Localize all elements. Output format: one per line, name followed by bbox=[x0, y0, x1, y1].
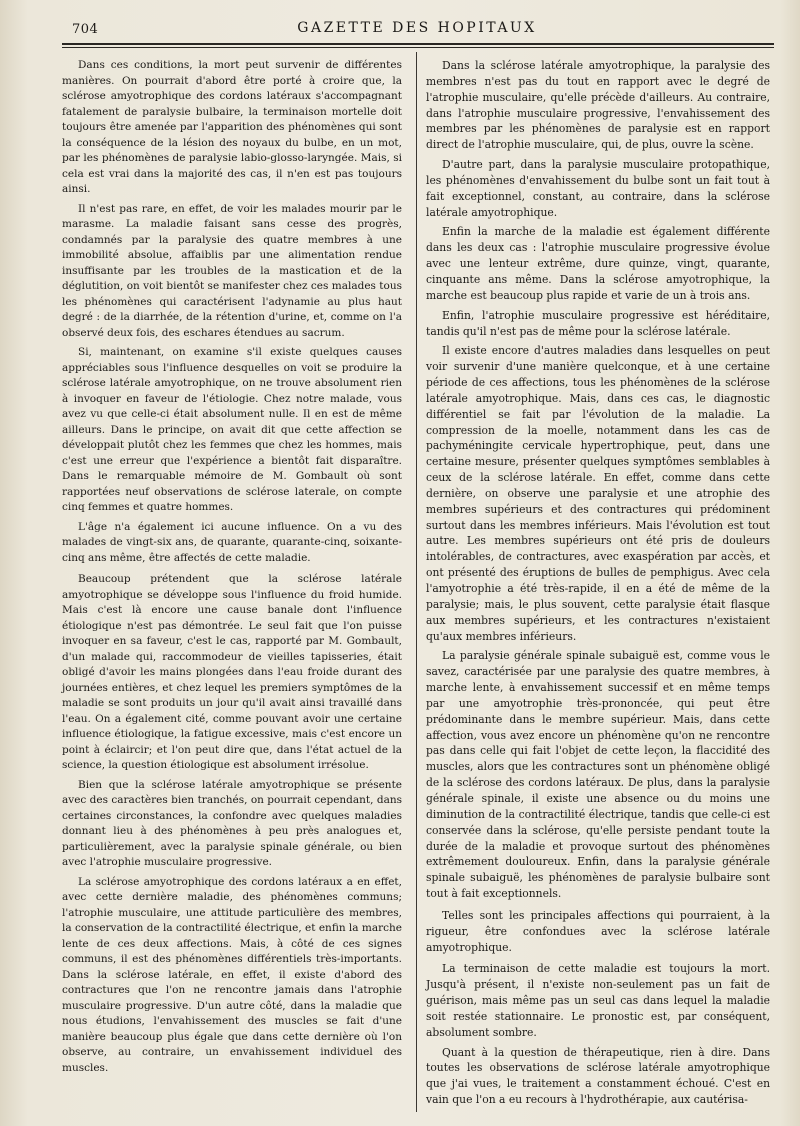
page-header bbox=[62, 18, 772, 42]
paragraph: Il existe encore d'autres maladies dans lesquelles on peut voir survenir d'une manière quelconque, et à une certaine période de ces affections, tous les phénomènes de la sclérose latérale amyotrophique. Mais, dans ces cas, le diagnostic différentiel se fait par l'évolution de la maladie. La compression de la moelle, notamment dans les cas de pachyméningite cervicale hypertrophique, peut, dans une certaine mesure, présenter quelques symptômes semblables à ceux de la sclérose latérale. En effet, comme dans cette dernière, on observe une paralysie et une atrophie des membres supérieurs et des contractures qui prédominent surtout dans les membres inférieurs. Mais l'évolution est tout autre. Les membres supérieurs ont été pris de douleurs intolérables, de contractures, avec exaspération par accès, et ont présenté des éruptions de bulles de pemphigus. Avec cela l'amyotrophie a été très-rapide, il en a été de même de la paralysie; mais, le plus souvent, cette paralysie était flasque aux membres supérieurs, et les contractures n'existaient qu'aux membres inférieurs. bbox=[426, 344, 770, 643]
paragraph: Il n'est pas rare, en effet, de voir les malades mourir par le marasme. La maladie faisant sans cesse des progrès, condamnés par la paralysie des quatre membres à une immobilité absolue, affaiblis par une alimentation rendue insuffisante par les troubles de la mastication et de la déglutition, on voit bientôt se manifester chez ces malades tous les phénomènes qui caractérisent l'adynamie au plus haut degré : de la diarrhée, de la rétention d'urine, et, comme on l'a observé deux fois, des eschares étendues au sacrum. bbox=[62, 202, 402, 339]
paragraph: Enfin, l'atrophie musculaire progressive est héréditaire, tandis qu'il n'est pas de même pour la sclérose latérale. bbox=[426, 308, 770, 338]
paragraph: Si, maintenant, on examine s'il existe quelques causes appréciables sous l'influence desquelles on voit se produire la sclérose latérale amyotrophique, on ne trouve absolument rien à invoquer en faveur de l'étiologie. Chez notre malade, vous avez vu que celle-ci était absolument nulle. Il en est de même ailleurs. Dans le principe, on avait dit que cette affection se développait plutôt chez les femmes que chez les hommes, mais c'est une erreur que l'expérience a bientôt fait disparaître. Dans le remarquable mémoire de M. Gombault où sont rapportées neuf observations de sclérose laterale, on compte cinq femmes et quatre hommes. bbox=[62, 346, 402, 513]
running-title: GAZETTE DES HOPITAUX bbox=[297, 20, 537, 36]
paragraph: Bien que la sclérose latérale amyotrophique se présente avec des caractères bien tranchés, on pourrait cependant, dans certaines circonstances, la confondre avec quelques maladies donnant lieu à des phénomènes à peu près analogues et, particulièrement, avec la paralysie spinale générale, ou bien avec l'atrophie musculaire progressive. bbox=[62, 778, 402, 868]
column-divider bbox=[416, 52, 417, 1112]
header-rule-thick bbox=[62, 43, 774, 45]
paragraph: La paralysie générale spinale subaiguë est, comme vous le savez, caractérisée par une paralysie des quatre membres, à marche lente, à envahissement successif et en même temps par une amyotrophie très-prononcée, qui peut être prédominante dans le membre supérieur. Mais, dans cette affection, vous avez encore un phénomène qu'on ne rencontre pas dans celle qui fait l'objet de cette leçon, la flaccidité des muscles, alors que les contractures sont un phénomène obligé de la sclérose des cordons latéraux. De plus, dans la paralysie générale spinale, il existe une absence ou du moins une diminution de la contractilité électrique, tandis que celle-ci est conservée dans la sclérose, qu'elle persiste pendant toute la durée de la maladie et provoque surtout des phénomènes extrêmement douloureux. Enfin, dans la paralysie générale spinale subaiguë, les phénomènes de paralysie bulbaire sont tout à fait exceptionnels. bbox=[426, 649, 770, 901]
paragraph: Telles sont les principales affections qui pourraient, à la rigueur, être confondues avec la sclérose latérale amyotrophique. bbox=[426, 908, 770, 954]
paragraph: Dans ces conditions, la mort peut survenir de différentes manières. On pourrait d'abord être porté à croire que, la sclérose amyotrophique des cordons latéraux s'accompagnant fatalement de paralysie bulbaire, la terminaison mortelle doit toujours être amenée par l'apparition des phénomènes qui sont la conséquence de la lésion des noyaux du bulbe, en un mot, par les phénomènes de paralysie labio-glosso-laryngée. Mais, si cela est vrai dans la majorité des cas, il n'en est pas toujours ainsi. bbox=[62, 59, 402, 195]
page-number: 704 bbox=[72, 22, 99, 37]
paragraph: D'autre part, dans la paralysie musculaire protopathique, les phénomènes d'envahissement du bulbe sont un fait tout à fait exceptionnel, constant, au contraire, dans la sclérose latérale amyotrophique. bbox=[426, 158, 770, 219]
left-column bbox=[62, 58, 402, 1080]
paragraph: Beaucoup prétendent que la sclérose latérale amyotrophique se développe sous l'influence du froid humide. Mais c'est là encore une cause banale dont l'influence étiologique n'est pas démontrée. Le seul fait que l'on puisse invoquer en sa faveur, c'est le cas, rapporté par M. Gombault, d'un malade qui, raccommodeur de vieilles tapisseries, était obligé d'avoir les mains plongées dans l'eau froide durant des journées entières, et chez lequel les premiers symptômes de la maladie se sont produits un jour qu'il avait ainsi travaillé dans l'eau. On a également cité, comme pouvant avoir une certaine influence étiologique, la fatigue excessive, mais c'est encore un point à éclaircir; et l'on peut dire que, dans l'état actuel de la science, la question étiologique est absolument irrésolue. bbox=[62, 573, 402, 771]
header-rule-thin bbox=[62, 47, 774, 48]
paragraph: Enfin la marche de la maladie est également différente dans les deux cas : l'atrophie musculaire progressive évolue avec une lenteur extrême, dure quinze, vingt, quarante, cinquante ans même. Dans la sclérose amyotrophique, la marche est beaucoup plus rapide et varie de un à trois ans. bbox=[426, 225, 770, 302]
paragraph: La terminaison de cette maladie est toujours la mort. Jusqu'à présent, il n'existe non-seulement pas un fait de guérison, mais même pas un seul cas dans lequel la maladie soit restée stationnaire. Le pronostic est, par conséquent, absolument sombre. bbox=[426, 962, 770, 1039]
paragraph: Dans la sclérose latérale amyotrophique, la paralysie des membres n'est pas du tout en rapport avec le degré de l'atrophie musculaire, qu'elle précède d'ailleurs. Au contraire, dans l'atrophie musculaire progressive, l'envahissement des membres par les phénomènes de paralysie est en rapport direct de l'atrophie musculaire, qui, de plus, ouvre la scène. bbox=[426, 59, 770, 152]
right-column bbox=[426, 58, 770, 1112]
paragraph: L'âge n'a également ici aucune influence. On a vu des malades de vingt-six ans, de quarante, quarante-cinq, soixante-cinq ans même, être affectés de cette maladie. bbox=[62, 520, 402, 564]
paragraph: Quant à la question de thérapeutique, rien à dire. Dans toutes les observations de sclérose latérale amyotrophique que j'ai vues, le traitement a constamment échoué. C'est en vain que l'on a eu recours à l'hydrothérapie, aux cautérisa- bbox=[426, 1045, 770, 1107]
paragraph: La sclérose amyotrophique des cordons latéraux a en effet, avec cette dernière maladie, des phénomènes communs; l'atrophie musculaire, une attitude particulière des membres, la conservation de la contractilité électrique, et enfin la marche lente de ces deux affections. Mais, à côté de ces signes communs, il est des phénomènes différentiels très-importants. Dans la sclérose latérale, en effet, il existe d'abord des contractures que l'on ne rencontre jamais dans l'atrophie musculaire progressive. D'un autre côté, dans la maladie que nous étudions, l'envahissement des muscles se fait d'une manière beaucoup plus égale que dans cette dernière où l'on observe, au contraire, un envahissement individuel des muscles. bbox=[62, 875, 402, 1074]
